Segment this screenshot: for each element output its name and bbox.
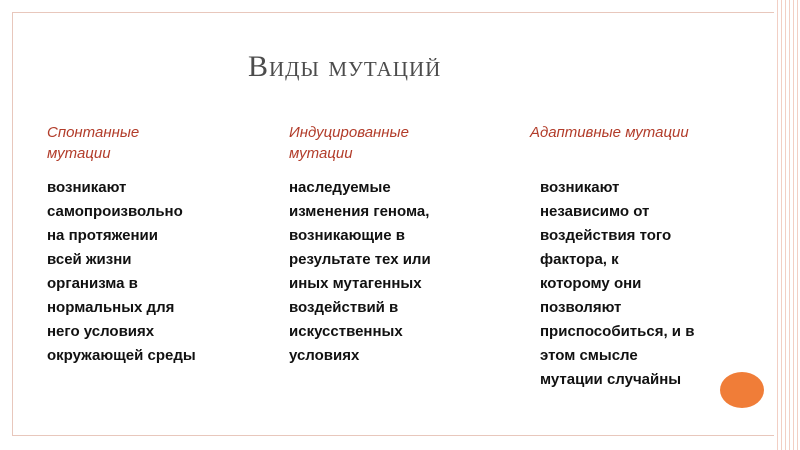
decorative-orange-circle — [720, 372, 764, 408]
body-line: возникают — [47, 179, 127, 196]
body-line: возникающие в — [289, 227, 405, 244]
column-heading-spontaneous — [47, 122, 247, 164]
body-line: приспособиться, и в — [540, 323, 695, 340]
heading-line: Адаптивные мутации — [530, 124, 689, 141]
body-line: наследуемые — [289, 179, 391, 196]
body-line: независимо от — [540, 203, 650, 220]
heading-line: Индуцированные — [289, 124, 409, 141]
body-line: позволяют — [540, 299, 622, 316]
body-line: на протяжении — [47, 227, 158, 244]
body-line: которому они — [540, 275, 642, 292]
body-line: мутации случайны — [540, 371, 682, 388]
body-line: условиях — [289, 347, 360, 364]
column-heading-adaptive — [530, 122, 770, 143]
column-body-induced — [289, 176, 509, 368]
body-line: иных мутагенных — [289, 275, 422, 292]
body-line: организма в — [47, 275, 138, 292]
column-body-adaptive — [540, 176, 760, 392]
body-line: фактора, к — [540, 251, 619, 268]
slide-title: Виды мутаций — [248, 50, 442, 83]
body-line: возникают — [540, 179, 620, 196]
body-line: всей жизни — [47, 251, 132, 268]
body-line: самопроизвольно — [47, 203, 183, 220]
column-heading-induced — [289, 122, 489, 164]
column-body-spontaneous — [47, 176, 267, 368]
body-line: искусственных — [289, 323, 403, 340]
body-line: воздействия того — [540, 227, 672, 244]
heading-line: мутации — [289, 145, 353, 162]
body-line: окружающей среды — [47, 347, 196, 364]
body-line: него условиях — [47, 323, 155, 340]
heading-line: Спонтанные — [47, 124, 140, 141]
body-line: нормальных для — [47, 299, 175, 316]
body-line: этом смысле — [540, 347, 638, 364]
body-line: изменения генома, — [289, 203, 430, 220]
body-line: результате тех или — [289, 251, 431, 268]
heading-line: мутации — [47, 145, 111, 162]
body-line: воздействий в — [289, 299, 399, 316]
decorative-stripes — [774, 0, 800, 450]
